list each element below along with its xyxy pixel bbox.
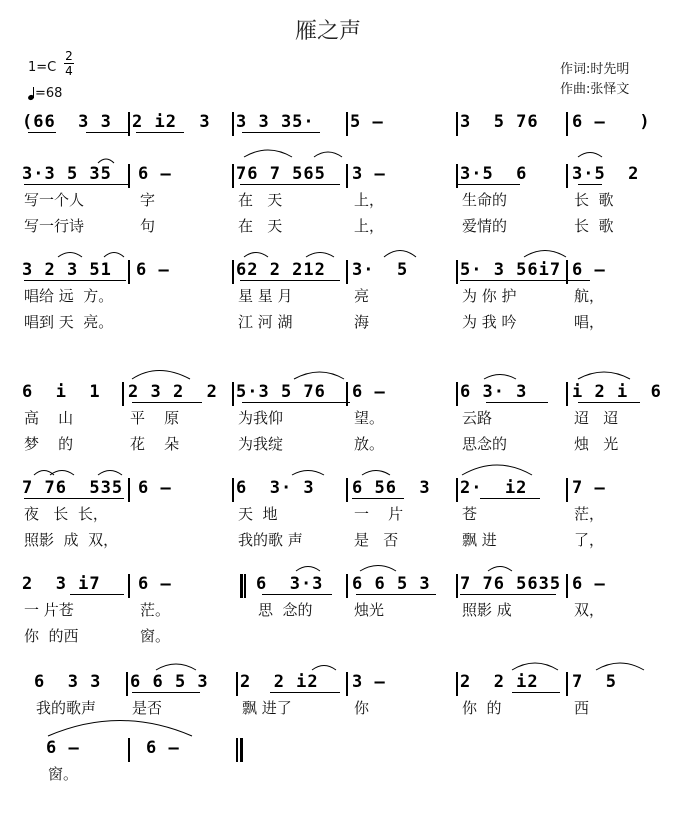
measure: 6 – <box>46 738 80 758</box>
measure: 6 – <box>138 478 172 498</box>
lyric-segment: 爱情的 <box>462 217 508 235</box>
composer-credit: 作曲:张怿文 <box>560 82 630 97</box>
bar-line <box>456 478 458 502</box>
bar-line <box>122 382 124 406</box>
notation-row <box>0 380 696 404</box>
final-bar-line <box>240 738 243 762</box>
lyric-segment: 为 我 吟 <box>462 313 517 331</box>
bar-line <box>346 164 348 188</box>
notation-row <box>0 670 696 694</box>
measure: 5·3 5 76 <box>236 382 326 402</box>
beam-underline <box>24 498 124 499</box>
slur <box>294 372 344 379</box>
bar-line <box>566 672 568 696</box>
slur <box>50 471 74 476</box>
beam-underline <box>136 132 184 133</box>
lyric-segment: 在 天 <box>238 191 283 209</box>
time-signature <box>64 50 74 77</box>
measure: i 2 i 6 <box>572 382 662 402</box>
measure: 5· 3 56i7 <box>460 260 562 280</box>
lyrics-verse-1 <box>0 408 696 428</box>
bar-line <box>566 112 568 136</box>
measure: 6 6 5 3 <box>130 672 209 692</box>
beam-underline <box>480 498 540 499</box>
beam-underline <box>86 132 130 133</box>
bar-line <box>128 478 130 502</box>
lyric-segment: 照影 成 <box>462 601 512 619</box>
lyric-segment: 高 山 <box>24 409 74 427</box>
measure: 7 5 <box>572 672 617 692</box>
slur <box>362 471 390 476</box>
beam-underline <box>486 402 548 403</box>
lyric-segment: 花 朵 <box>130 435 180 453</box>
lyric-segment: 平 原 <box>130 409 180 427</box>
measure: 2 2 i2 <box>240 672 319 692</box>
lyric-segment: 云路 <box>462 409 493 427</box>
measure: 2 3 2 2 <box>128 382 218 402</box>
bar-line <box>232 260 234 284</box>
lyric-segment: 在 天 <box>238 217 283 235</box>
beam-underline <box>28 132 56 133</box>
slur <box>384 251 416 258</box>
beam-underline <box>458 184 520 185</box>
measure: 3 5 76 <box>460 112 539 132</box>
slur <box>296 567 320 572</box>
slur <box>34 471 54 476</box>
lyric-segment: 亮 <box>354 287 370 305</box>
lyrics-verse-2 <box>0 530 696 550</box>
lyric-segment: 航， <box>574 287 605 305</box>
time-signature-top: 2 <box>65 49 73 63</box>
lyric-segment: 句 <box>140 217 156 235</box>
quarter-note-icon <box>28 88 35 100</box>
lyric-segment: 字 <box>140 191 156 209</box>
slur <box>292 471 324 476</box>
measure: 3·5 6 <box>460 164 528 184</box>
beam-underline <box>24 280 126 281</box>
lyrics-verse-1 <box>0 504 696 524</box>
measure: 62 2 212 <box>236 260 326 280</box>
measure: 3·3 5 35 <box>22 164 112 184</box>
lyric-segment: 天 地 <box>238 505 278 523</box>
measure: 3·5 2 <box>572 164 640 184</box>
measure: 6 56 3 <box>352 478 431 498</box>
lyric-segment: 江 河 湖 <box>238 313 293 331</box>
lyric-segment: 我的歌声 <box>36 699 97 717</box>
lyrics-verse-1 <box>0 600 696 620</box>
slur <box>512 663 558 670</box>
beam-underline <box>270 692 340 693</box>
bar-line <box>456 672 458 696</box>
measure: 6 – <box>138 574 172 594</box>
beam-underline <box>132 402 202 403</box>
slur <box>58 253 82 258</box>
beam-underline <box>512 692 560 693</box>
measure: 3 3 35· <box>236 112 315 132</box>
lyric-segment: 唱， <box>574 313 605 331</box>
beam-underline <box>132 692 200 693</box>
beam-underline <box>578 402 640 403</box>
bar-line <box>456 260 458 284</box>
beam-underline <box>352 498 404 499</box>
bar-line <box>346 478 348 502</box>
lyric-segment: 思念的 <box>462 435 508 453</box>
bar-line <box>128 260 130 284</box>
measure: 6 – ) <box>572 112 651 132</box>
lyrics-verse-2 <box>0 626 696 646</box>
lyric-segment: 梦 的 <box>24 435 74 453</box>
beam-underline <box>356 594 436 595</box>
measure: 6 – <box>572 574 606 594</box>
measure: 76 7 565 <box>236 164 326 184</box>
measure: (66 3 3 <box>22 112 112 132</box>
lyric-segment: 烛 光 <box>574 435 619 453</box>
measure: 6 6 5 3 <box>352 574 431 594</box>
lyric-segment: 你 的西 <box>24 627 79 645</box>
lyric-segment: 是 否 <box>354 531 399 549</box>
lyric-segment: 你 的 <box>462 699 502 717</box>
bar-line <box>244 574 246 598</box>
lyric-segment: 窗。 <box>140 627 171 645</box>
beam-underline <box>578 184 602 185</box>
bar-line <box>456 112 458 136</box>
key-signature: 1=C <box>28 60 57 75</box>
lyric-segment: 迢 迢 <box>574 409 619 427</box>
lyric-segment: 海 <box>354 313 370 331</box>
notation-row <box>0 162 696 186</box>
slur <box>360 566 396 572</box>
measure: 6 – <box>138 164 172 184</box>
bar-line <box>128 738 130 762</box>
lyric-segment: 烛光 <box>354 601 385 619</box>
lyric-segment: 长 歌 <box>574 217 614 235</box>
bar-line <box>126 672 128 696</box>
measure: 6 3 3 <box>34 672 102 692</box>
lyric-segment: 为我仰 <box>238 409 284 427</box>
bar-line <box>456 382 458 406</box>
beam-underline <box>240 184 340 185</box>
lyrics-verse-1 <box>0 764 696 784</box>
slur <box>578 372 630 379</box>
bar-line <box>232 112 234 136</box>
lyric-segment: 西 <box>574 699 590 717</box>
notation-row <box>0 736 696 760</box>
repeat-bar-line <box>240 574 243 598</box>
slur <box>578 153 602 158</box>
lyric-segment: 窗。 <box>48 765 79 783</box>
lyric-segment: 一 片苍 <box>24 601 74 619</box>
bar-line <box>346 260 348 284</box>
measure: 6 i 1 <box>22 382 101 402</box>
beam-underline <box>242 132 320 133</box>
measure: 2 i2 3 <box>132 112 211 132</box>
measure: 3 – <box>352 164 386 184</box>
tempo-value: =68 <box>35 86 63 101</box>
lyric-segment: 你 <box>354 699 370 717</box>
bar-line <box>236 672 238 696</box>
slur <box>488 567 512 572</box>
lyrics-verse-2 <box>0 216 696 236</box>
measure: 5 – <box>350 112 384 132</box>
bar-line <box>346 672 348 696</box>
lyrics-verse-2 <box>0 312 696 332</box>
lyrics-verse-1 <box>0 698 696 718</box>
beam-underline <box>262 594 332 595</box>
slur <box>132 371 190 380</box>
bar-line <box>232 164 234 188</box>
measure: 6 3·3 <box>256 574 324 594</box>
notation-row <box>0 110 696 134</box>
lyrics-verse-2 <box>0 434 696 454</box>
slur <box>244 253 268 258</box>
lyric-segment: 唱到 天 亮。 <box>24 313 114 331</box>
lyric-segment: 望。 <box>354 409 385 427</box>
lyric-segment: 放。 <box>354 435 385 453</box>
measure: 6 – <box>572 260 606 280</box>
measure: 7 – <box>572 478 606 498</box>
lyric-segment: 茫， <box>574 505 605 523</box>
beam-underline <box>240 280 340 281</box>
measure: 6 3· 3 <box>460 382 528 402</box>
lyric-segment: 夜 长 长， <box>24 505 108 523</box>
lyric-segment: 生命的 <box>462 191 508 209</box>
lyric-segment: 星 星 月 <box>238 287 293 305</box>
lyric-segment: 飘 进了 <box>242 699 292 717</box>
beam-underline <box>460 280 590 281</box>
notation-row <box>0 258 696 282</box>
lyric-segment: 写一个人 <box>24 191 85 209</box>
measure: 3· 5 <box>352 260 409 280</box>
bar-line <box>346 574 348 598</box>
lyric-segment: 上， <box>354 191 385 209</box>
bar-line <box>128 574 130 598</box>
measure: 7 76 535 <box>22 478 124 498</box>
measure: 6 – <box>136 260 170 280</box>
bar-line <box>566 478 568 502</box>
lyric-segment: 唱给 远 方。 <box>24 287 114 305</box>
measure: 2· i2 <box>460 478 528 498</box>
lyric-segment: 双， <box>574 601 605 619</box>
lyric-segment: 思 念的 <box>258 601 313 619</box>
measure: 2 2 i2 <box>460 672 539 692</box>
slur <box>524 251 566 258</box>
lyric-segment: 一 片 <box>354 505 404 523</box>
lyric-segment: 我的歌 声 <box>238 531 303 549</box>
lyrics-verse-1 <box>0 190 696 210</box>
slur <box>484 375 516 380</box>
measure: 2 3 i7 <box>22 574 101 594</box>
slur <box>48 721 192 737</box>
bar-line <box>232 478 234 502</box>
tempo-marking <box>28 86 62 101</box>
lyric-segment: 为 你 护 <box>462 287 517 305</box>
beam-underline <box>460 594 556 595</box>
measure: 7 76 5635 <box>460 574 562 594</box>
notation-row <box>0 572 696 596</box>
bar-line <box>232 382 234 406</box>
notation-row <box>0 476 696 500</box>
time-signature-bottom: 4 <box>65 64 73 78</box>
lyric-segment: 长 歌 <box>574 191 614 209</box>
lyric-segment: 为我绽 <box>238 435 284 453</box>
lyric-segment: 飘 进 <box>462 531 497 549</box>
slur <box>244 150 292 157</box>
measure: 3 – <box>352 672 386 692</box>
lyric-segment: 了， <box>574 531 605 549</box>
bar-line <box>456 574 458 598</box>
lyric-segment: 茫。 <box>140 601 171 619</box>
slur <box>98 471 122 476</box>
lyric-segment: 上， <box>354 217 385 235</box>
bar-line <box>566 574 568 598</box>
measure: 6 – <box>146 738 180 758</box>
measure: 3 2 3 51 <box>22 260 112 280</box>
slur <box>462 465 532 475</box>
slur <box>104 253 124 258</box>
song-title: 雁之声 <box>294 19 361 44</box>
beam-underline <box>242 402 350 403</box>
slur <box>596 663 644 670</box>
lyric-segment: 苍 <box>462 505 478 523</box>
bar-line <box>346 112 348 136</box>
slur <box>314 152 342 157</box>
lyrics-verse-1 <box>0 286 696 306</box>
measure: 6 3· 3 <box>236 478 315 498</box>
bar-line <box>566 382 568 406</box>
bar-line <box>236 738 238 762</box>
bar-line <box>566 164 568 188</box>
lyric-segment: 照影 成 双， <box>24 531 119 549</box>
beam-underline <box>24 184 128 185</box>
measure: 6 – <box>352 382 386 402</box>
lyric-segment: 是否 <box>132 699 163 717</box>
slur <box>306 253 334 258</box>
beam-underline <box>70 594 124 595</box>
lyric-segment: 写一行诗 <box>24 217 85 235</box>
lyricist-credit: 作词:时先明 <box>560 62 630 77</box>
bar-line <box>128 164 130 188</box>
